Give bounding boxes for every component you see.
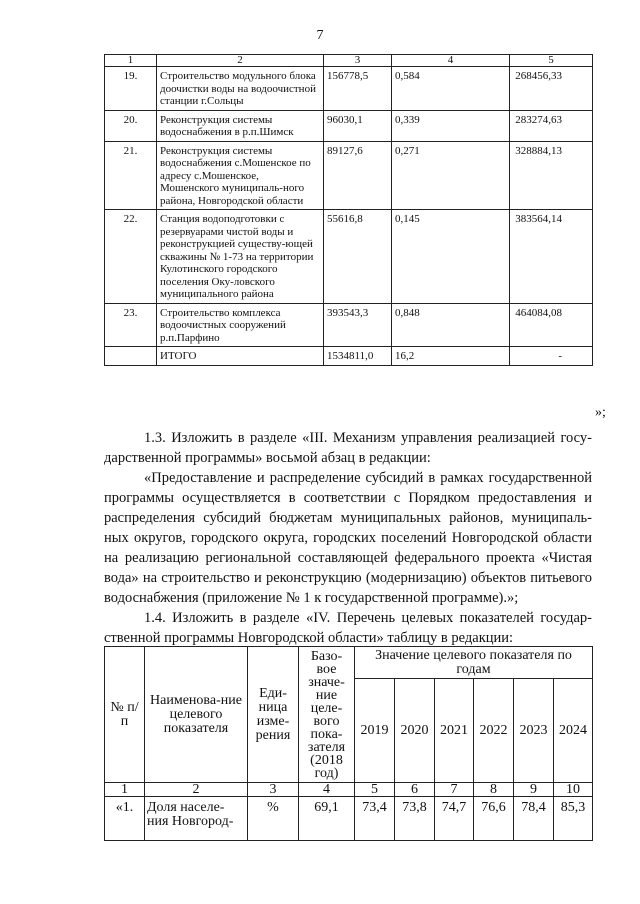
year-value: 78,4 xyxy=(514,797,554,841)
row-number: 23. xyxy=(105,303,157,347)
cost-value: 393543,3 xyxy=(324,303,392,347)
table-row xyxy=(105,67,593,111)
unit-cost-value: 328884,13 xyxy=(510,141,593,210)
header-unit: Еди-ница изме-рения xyxy=(248,647,299,783)
table-header-row xyxy=(105,55,593,67)
header-indicator-name: Наименова-ние целевого показателя xyxy=(145,647,248,783)
object-name: Реконструкция системы водоснабжения в р.п.Шимск xyxy=(157,110,324,141)
year-header: 2020 xyxy=(395,679,435,783)
total-capacity: 16,2 xyxy=(392,347,510,366)
capacity-value: 0,145 xyxy=(392,210,510,304)
column-index: 7 xyxy=(435,783,474,797)
capacity-value: 0,339 xyxy=(392,110,510,141)
total-label: ИТОГО xyxy=(157,347,324,366)
object-name: Реконструкция системы водоснабжения с.Мошенское по адресу с.Мошенское, Мошенского муниципаль-ного района, Новгородской области xyxy=(157,141,324,210)
row-number: 21. xyxy=(105,141,157,210)
column-index: 4 xyxy=(299,783,355,797)
total-unit-cost: - xyxy=(510,347,593,366)
column-number-2: 2 xyxy=(157,55,324,67)
row-number: 19. xyxy=(105,67,157,111)
base-value: 69,1 xyxy=(299,797,355,841)
cost-value: 156778,5 xyxy=(324,67,392,111)
page-number: 7 xyxy=(316,28,324,43)
column-index: 9 xyxy=(514,783,554,797)
unit-cost-value: 383564,14 xyxy=(510,210,593,304)
header-row xyxy=(105,647,593,679)
row-number: 20. xyxy=(105,110,157,141)
year-value: 76,6 xyxy=(474,797,514,841)
year-header: 2019 xyxy=(355,679,395,783)
year-value: 73,8 xyxy=(395,797,435,841)
column-index-row xyxy=(105,783,593,797)
year-header: 2024 xyxy=(554,679,593,783)
row-number: «1. xyxy=(105,797,145,841)
year-header: 2023 xyxy=(514,679,554,783)
year-value: 73,4 xyxy=(355,797,395,841)
capacity-value: 0,584 xyxy=(392,67,510,111)
cost-value: 55616,8 xyxy=(324,210,392,304)
row-number: 22. xyxy=(105,210,157,304)
column-index: 5 xyxy=(355,783,395,797)
closing-quote: »; xyxy=(595,405,606,420)
cost-value: 96030,1 xyxy=(324,110,392,141)
capacity-value: 0,848 xyxy=(392,303,510,347)
indicators-table xyxy=(104,646,593,841)
total-cost: 1534811,0 xyxy=(324,347,392,366)
object-name: Строительство модульного блока доочистки воды на водоочистной станции г.Сольцы xyxy=(157,67,324,111)
column-index: 6 xyxy=(395,783,435,797)
column-index: 1 xyxy=(105,783,145,797)
paragraph-1-3-quote: «Предоставление и распределение субсидий в рамках государственной программы осуществляется в соответствии с Порядком предоставления и распределения субсидий бюджетам муниципальных районов, муниципаль-ных округов, городского округа, городских поселений Новгородской области на реализацию региональной составляющей федерального проекта «Чистая вода» на строительство и реконструкцию (модернизацию) объектов питьевого водоснабжения (приложение № 1 к государственной программе).»; xyxy=(104,470,592,606)
year-header: 2021 xyxy=(435,679,474,783)
header-base-value: Базо-вое значе-ние целе-вого пока-зателя (2018 год) xyxy=(299,647,355,783)
total-row xyxy=(105,347,593,366)
row-number xyxy=(105,347,157,366)
table-row xyxy=(105,303,593,347)
header-number: № п/п xyxy=(105,647,145,783)
table-row xyxy=(105,210,593,304)
column-number-4: 4 xyxy=(392,55,510,67)
capacity-value: 0,271 xyxy=(392,141,510,210)
unit-cost-value: 268456,33 xyxy=(510,67,593,111)
unit-cost-value: 283274,63 xyxy=(510,110,593,141)
column-number-1: 1 xyxy=(105,55,157,67)
column-index: 10 xyxy=(554,783,593,797)
paragraph-1-3: 1.3. Изложить в разделе «III. Механизм управления реализацией госу-дарственной программы» восьмой абзац в редакции: xyxy=(104,430,592,466)
unit-value: % xyxy=(248,797,299,841)
year-value: 74,7 xyxy=(435,797,474,841)
column-index: 8 xyxy=(474,783,514,797)
object-name: Строительство комплекса водоочистных сооружений р.п.Парфино xyxy=(157,303,324,347)
indicator-name: Доля населе-ния Новгород- xyxy=(145,797,248,841)
cost-value: 89127,6 xyxy=(324,141,392,210)
year-value: 85,3 xyxy=(554,797,593,841)
table-row xyxy=(105,797,593,841)
object-name: Станция водоподготовки с резервуарами чистой воды и реконструкцией существу-ющей скважины № 1-73 на территории Кулотинского городского поселения Оку-ловского муниципального района xyxy=(157,210,324,304)
table-row xyxy=(105,110,593,141)
section-1-3 xyxy=(104,428,592,648)
year-header: 2022 xyxy=(474,679,514,783)
column-number-5: 5 xyxy=(510,55,593,67)
column-number-3: 3 xyxy=(324,55,392,67)
column-index: 3 xyxy=(248,783,299,797)
header-values-by-year: Значение целевого показателя по годам xyxy=(355,647,593,679)
column-index: 2 xyxy=(145,783,248,797)
paragraph-1-4: 1.4. Изложить в разделе «IV. Перечень целевых показателей государ-ственной программы Новгородской области» таблицу в редакции: xyxy=(104,610,592,646)
unit-cost-value: 464084,08 xyxy=(510,303,593,347)
objects-table xyxy=(104,54,593,366)
table-row xyxy=(105,141,593,210)
